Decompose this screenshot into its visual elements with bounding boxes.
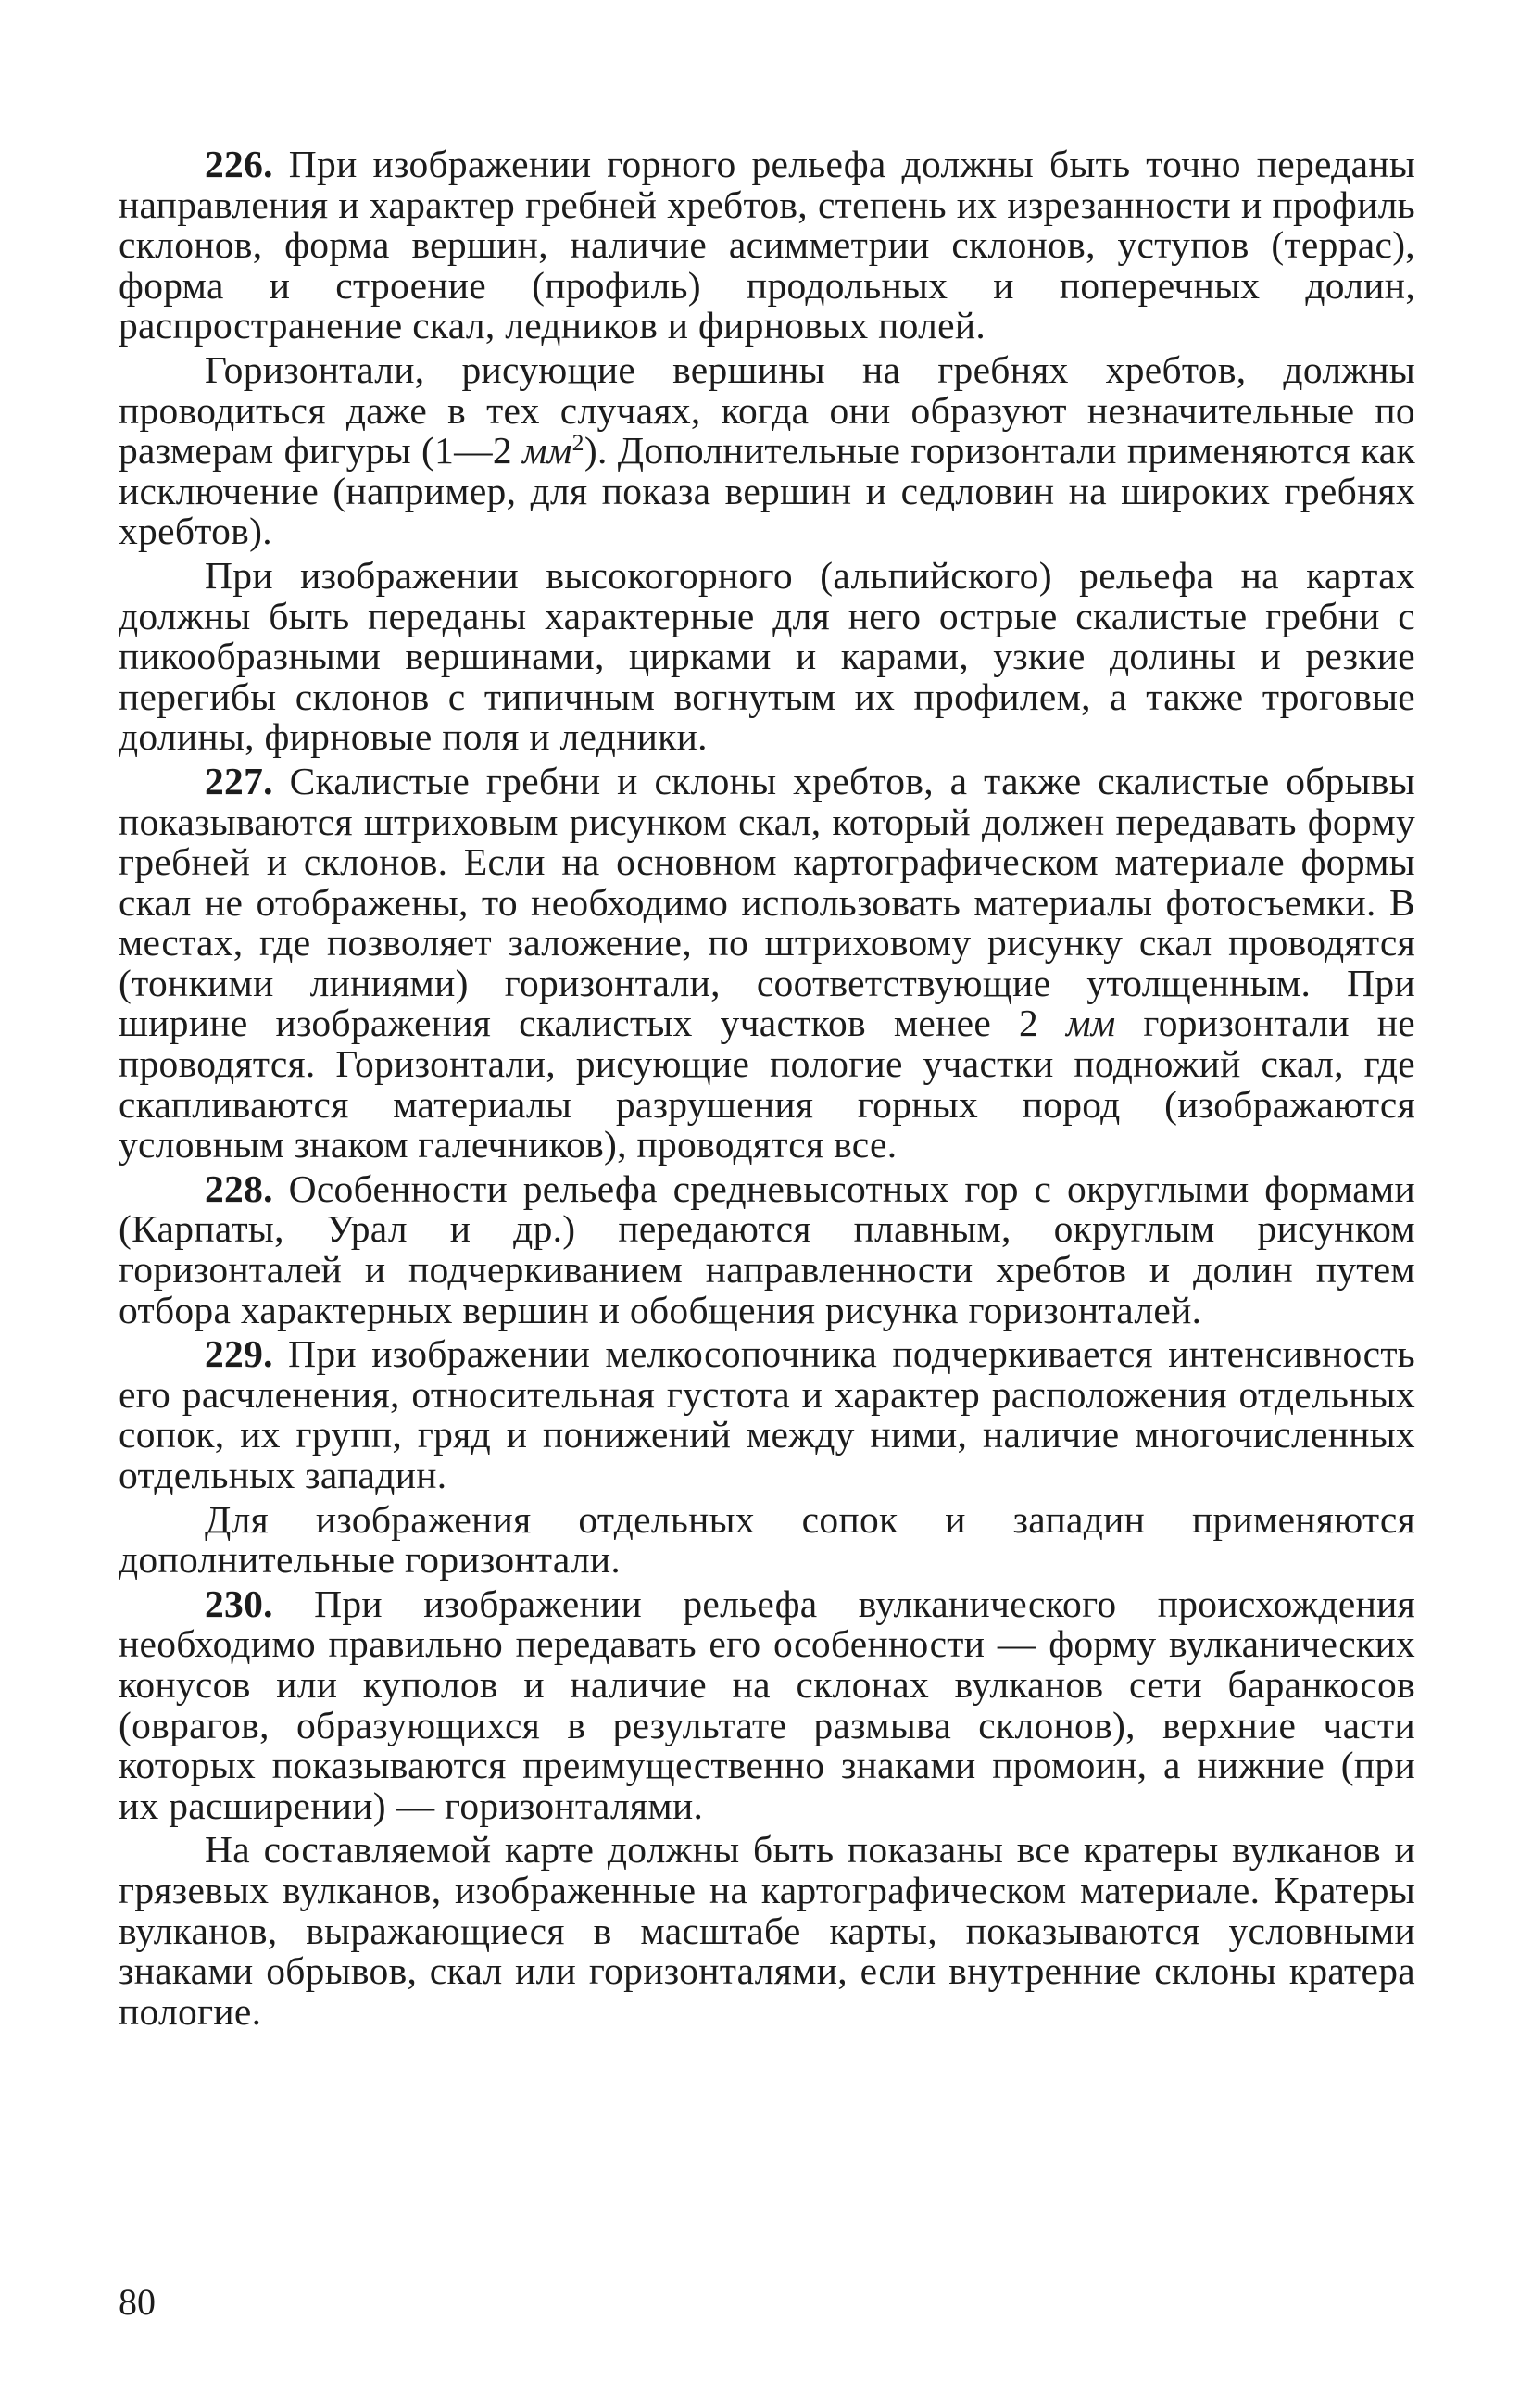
unit-mm: мм [522,429,572,473]
unit-mm: мм [1065,1002,1116,1045]
body-text [119,145,1415,2032]
paragraph-229 [119,1334,1415,1495]
paragraph-226 [119,145,1415,347]
paragraph-text: горизонтали не проводятся. Горизонтали, рисующие пологие участки подножий скал, где скапливаются материалы разрушения горных пород (изображаются условным знаком галечников), проводятся все. [119,1002,1415,1166]
paragraph-number: 230. [205,1582,273,1625]
paragraph-contours-peaks [119,347,1415,553]
page-number: 80 [119,2281,156,2323]
paragraph-227 [119,759,1415,1166]
paragraph-alpine-relief [119,553,1415,759]
paragraph-text: При изображении горного рельефа должны быть точно переданы направления и характер гребней хребтов, степень их изрезанности и профиль склонов, форма вершин, наличие асимметрии склонов, уступов (террас), форма и строение (профиль) продольных и поперечных долин, распространение скал, ледников и фирновых полей. [119,143,1415,347]
paragraph-number: 226. [205,143,273,185]
paragraph-text: Горизонтали, рисующие вершины на гребнях хребтов, должны проводиться даже в тех случаях, когда они образуют незначительные по размерам фигуры (1—2 [119,347,1415,473]
paragraph-craters [119,1830,1415,2032]
paragraph-228 [119,1166,1415,1331]
paragraph-text: Скалистые гребни и склоны хребтов, а также скалистые обрывы показываются штриховым рисунком скал, который должен передавать форму гребней и склонов. Если на основном картографическом материале формы скал не отображены, то необходимо использовать материалы фотосъемки. В местах, где позволяет заложение, по штриховому рисунку скал проводятся (тонкими линиями) горизонтали, соответствующие утолщенным. При ширине изображения скалистых участков менее 2 [119,759,1415,1045]
paragraph-number: 227. [205,759,273,802]
paragraph-text: При изображении высокогорного (альпийского) рельефа на картах должны быть переданы характерные для него острые скалистые гребни с пикообразными вершинами, цирками и карами, узкие долины и резкие перегибы склонов с типичным вогнутым их профилем, а также троговые долины, фирновые поля и ледники. [119,553,1415,759]
paragraph-text: На составляемой карте должны быть показаны все кратеры вулканов и грязевых вулканов, изображенные на картографическом материале. Кратеры вулканов, выражающиеся в масштабе карты, показываются условными знаками обрывов, скал или горизонталями, если внутренние склоны кратера пологие. [119,1828,1415,2033]
paragraph-text: ). Дополнительные горизонтали применяются как исключение (например, для показа вершин и седловин на широких гребнях хребтов). [119,429,1415,553]
paragraph-number: 228. [205,1166,273,1210]
unit-superscript: 2 [571,429,584,457]
paragraph-depressions [119,1497,1415,1582]
paragraph-text: Для изображения отдельных сопок и западин применяются дополнительные горизонтали. [119,1497,1415,1582]
paragraph-text: При изображении мелкосопочника подчеркивается интенсивность его расчленения, относительная густота и характер расположения отдельных сопок, их групп, гряд и понижений между ними, наличие многочисленных отдельных западин. [119,1332,1415,1496]
paragraph-number: 229. [205,1332,273,1376]
paragraph-230 [119,1584,1415,1827]
paragraph-text: При изображении рельефа вулканического происхождения необходимо правильно передавать его особенности — форму вулканических конусов или куполов и наличие на склонах вулканов сети баранкосов (оврагов, образующихся в результате размыва склонов), верхние части которых показываются преимущественно знаками промоин, а нижние (при их расширении) — горизонталями. [119,1582,1415,1827]
paragraph-text: Особенности рельефа средневысотных гор с округлыми формами (Карпаты, Урал и др.) передаются плавным, округлым рисунком горизонталей и подчеркиванием направленности хребтов и долин путем отбора характерных вершин и обобщения рисунка горизонталей. [119,1166,1415,1331]
